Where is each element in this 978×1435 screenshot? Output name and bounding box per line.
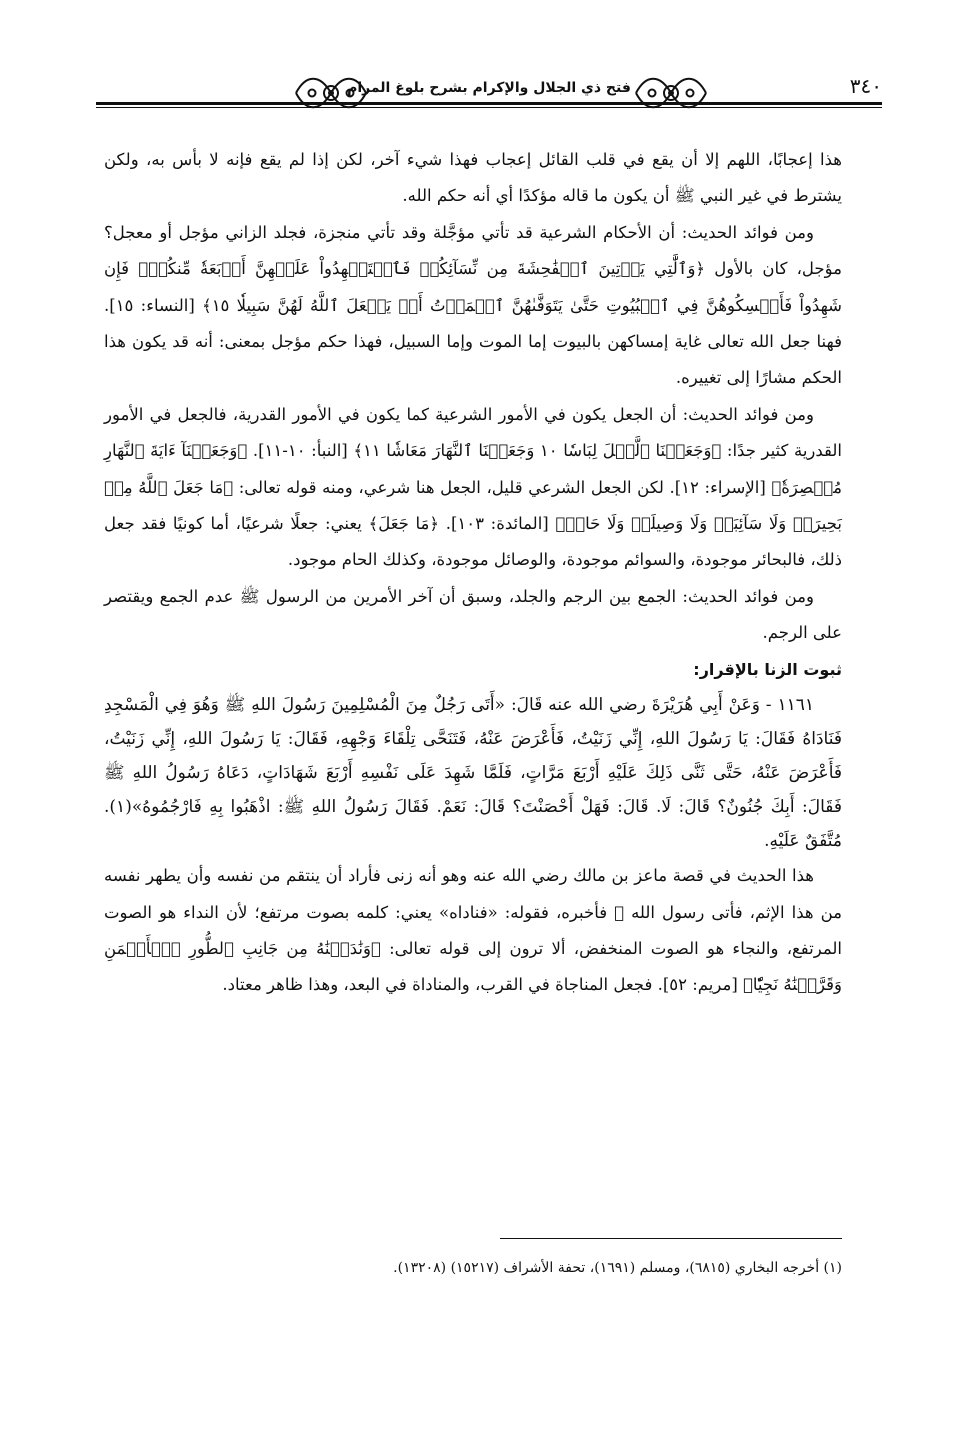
hadith-text: ١١٦١ - وَعَنْ أَبِي هُرَيْرَةَ رضي الله عنه قَالَ: «أَتَى رَجُلٌ مِنَ الْمُسْلِمِينَ رَسُولَ اللهِ ﷺ وَهُوَ فِي الْمَسْجِدِ فَنَادَاهُ فَقَالَ: يَا رَسُولَ اللهِ، إِنِّي زَنَيْتُ، فَأَعْرَضَ عَنْهُ، فَتَنَحَّى تِلْقَاءَ وَجْهِهِ، فَقَالَ: يَا رَسُولَ اللهِ، إِنِّي زَنَيْتُ، فَأَعْرَضَ عَنْهُ، حَتَّى ثَنَّى ذَلِكَ عَلَيْهِ أَرْبَعَ مَرَّاتٍ، فَلَمَّا شَهِدَ عَلَى نَفْسِهِ أَرْبَعَ شَهَادَاتٍ، دَعَاهُ رَسُولُ اللهِ ﷺ فَقَالَ: أَبِكَ جُنُونٌ؟ قَالَ: لَا. قَالَ: فَهَلْ أَحْصَنْتَ؟ قَالَ: نَعَمْ. فَقَالَ رَسُولُ اللهِ ﷺ: اذْهَبُوا بِهِ فَارْجُمُوهُ»(١). مُتَّفَقٌ عَلَيْهِ. [104,695,842,852]
paragraph: ومن فوائد الحديث: أن الأحكام الشرعية قد تأتي مؤجَّلة وقد تأتي منجزة، فجلد الزاني مؤجل أو معجل؟ مؤجل، كان بالأول ﴿وَٱلَّٰتِي يَأۡتِينَ ٱلۡفَٰحِشَةَ مِن نِّسَآئِكُمۡ فَٱسۡتَشۡهِدُواْ عَلَيۡهِنَّ أَرۡبَعَةٗ مِّنكُمۡۖ فَإِن شَهِدُواْ فَأَمۡسِكُوهُنَّ فِي ٱلۡبُيُوتِ حَتَّىٰ يَتَوَفَّىٰهُنَّ ٱلۡمَوۡتُ أَوۡ يَجۡعَلَ ٱللَّهُ لَهُنَّ سَبِيلٗا ١٥﴾ [النساء: ١٥]. فهنا جعل الله تعالى غاية إمساكهن بالبيوت إما الموت وإما السبيل، فهذا حكم مؤجل بمعنى: أنه قد يكون هذا الحكم مشارًا إلى تغييره. [104,222,843,388]
header-rule [96,102,882,105]
main-text [104,142,842,1004]
header-rule-thin [96,107,882,108]
section-heading: ثبوت الزنا بالإقرار: [693,659,842,679]
page-number: ٣٤٠ [849,74,882,98]
paragraph: ومن فوائد الحديث: أن الجعل يكون في الأمور الشرعية كما يكون في الأمور القدرية، فالجعل في الأمور القدرية كثير جدًا: ﴿وَجَعَلۡنَا ٱلَّيۡلَ لِبَاسٗا ١٠ وَجَعَلۡنَا ٱلنَّهَارَ مَعَاشٗا ١١﴾ [النبأ: ١٠-١١]. ﴿وَجَعَلۡنَآ ءَايَةَ ٱلنَّهَارِ مُبۡصِرَةٗ﴾ [الإسراء: ١٢]. لكن الجعل الشرعي قليل، الجعل هنا شرعي، ومنه قوله تعالى: ﴿مَا جَعَلَ ٱللَّهُ مِنۢ بَحِيرَةٖ وَلَا سَآئِبَةٖ وَلَا وَصِيلَةٖ وَلَا حَامٖ﴾ [المائدة: ١٠٣]. ﴿مَا جَعَلَ﴾ يعني: جعلًا شرعيًا، أما كونيًا فقد جعل ذلك، فالبحائر موجودة، والسوائم موجودة، والوصائل موجودة، وكذلك الحام موجود. [104,404,842,570]
paragraph: هذا إعجابًا، اللهم إلا أن يقع في قلب القائل إعجاب فهذا شيء آخر، لكن إذا لم يقع فإنه لا بأس به، ولكن يشترط في غير النبي ﷺ أن يكون ما قاله مؤكدًا أي أنه حكم الله. [104,150,842,206]
paragraph: هذا الحديث في قصة ماعز بن مالك رضي الله عنه وهو أنه زنى فأراد أن ينتقم من نفسه وأن يطهر نفسه من هذا الإثم، فأتى رسول الله ﷺ فأخبره، فقوله: «فناداه» يعني: كلمه بصوت مرتفع؛ لأن النداء هو الصوت المرتفع، والنجاء هو الصوت المنخفض، ألا ترون إلى قوله تعالى: ﴿وَنَٰدَيۡنَٰهُ مِن جَانِبِ ٱلطُّورِ ٱلۡأَيۡمَنِ وَقَرَّبۡنَٰهُ نَجِيّٗا﴾ [مريم: ٥٢]. فجعل المناجاة في القرب، والمناداة في البعد، وهذا ظاهر معتاد. [104,866,842,995]
book-title: فتح ذي الجلال والإكرام بشرح بلوغ المرام [347,80,631,96]
paragraph: ومن فوائد الحديث: الجمع بين الرجم والجلد، وسبق أن آخر الأمرين من الرسول ﷺ عدم الجمع ويقتصر على الرجم. [104,586,842,643]
footnote-divider [500,1238,842,1239]
footnote: (١) أخرجه البخاري (٦٨١٥)، ومسلم (١٦٩١)، تحفة الأشراف (١٥٢١٧) (١٣٢٠٨). [393,1260,842,1276]
page-header [96,62,882,124]
floral-ornament-icon [632,68,710,118]
